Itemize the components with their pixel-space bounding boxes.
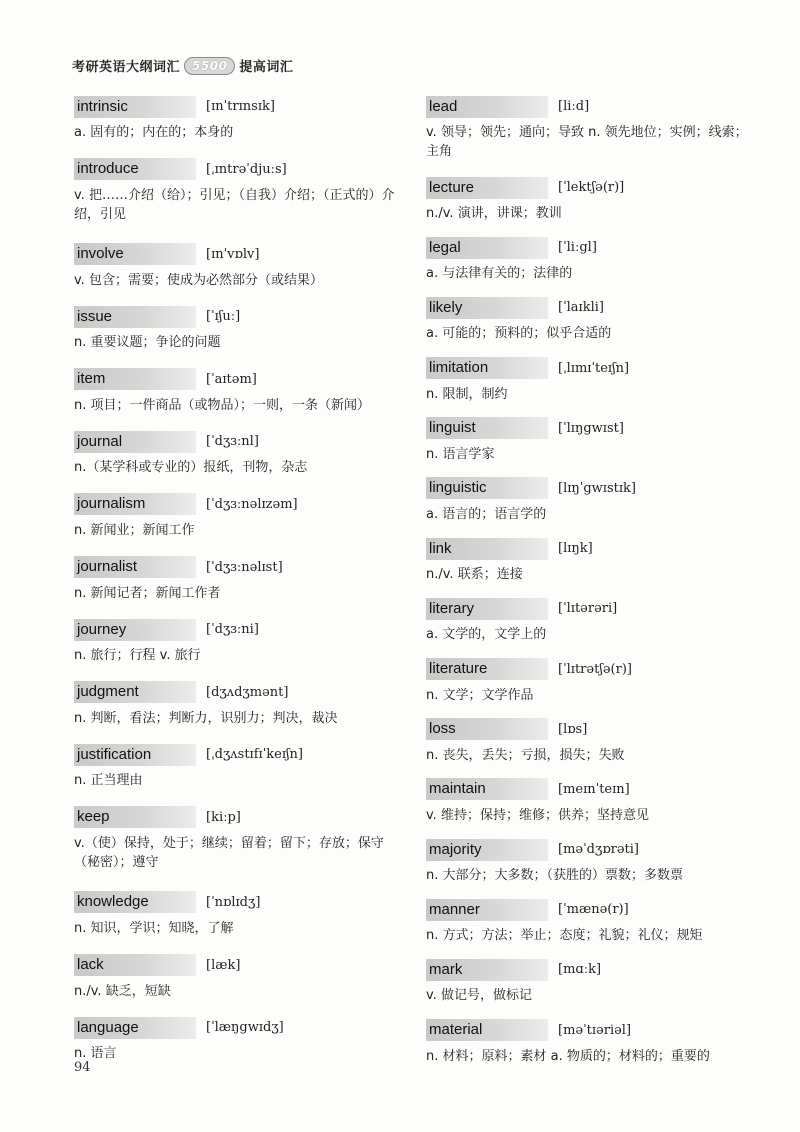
phonetic: [kiːp] [206,809,241,825]
phonetic: [ˈlɪtərəri] [558,601,618,617]
headword: introduce [74,158,196,180]
headword-row [426,957,756,982]
vocab-entry [426,536,756,596]
definition: n. 旅行；行程 v. 旅行 [74,648,201,664]
headword-row [426,416,756,441]
headword: journey [74,619,196,641]
phonetic: [ˌɪntrəˈdjuːs] [206,161,287,177]
definition: n./v. 联系；连接 [426,567,523,583]
vocab-entry [74,890,404,953]
headword: involve [74,243,196,265]
phonetic: [ˈlæŋgwɪdʒ] [206,1020,284,1036]
definition: a. 文学的，文学上的 [426,627,547,643]
headword: judgment [74,681,196,703]
headword-row [74,680,404,705]
headword: language [74,1017,196,1039]
definition: n.（某学科或专业的）报纸，刊物，杂志 [74,460,308,476]
headword-row [426,175,756,200]
headword: linguistic [426,477,548,499]
header-title-left: 考研英语大纲词汇 [72,60,181,75]
vocab-entry [426,957,756,1017]
headword: lack [74,954,196,976]
definition: n. 大部分；大多数；（获胜的）票数；多数票 [426,868,684,884]
headword-row [74,492,404,517]
definition: n. 语言学家 [426,446,495,462]
definition: n./v. 缺乏，短缺 [74,983,171,999]
headword: literature [426,658,548,680]
headword-row [74,742,404,767]
definition: n. 文学；文学作品 [426,687,534,703]
headword: material [426,1019,548,1041]
definition: n. 项目；一件商品（或物品）；一则，一条（新闻） [74,397,371,413]
headword-row [426,657,756,682]
headword: maintain [426,778,548,800]
definition: a. 语言的；语言学的 [426,506,547,522]
definition: n. 重要议题；争论的问题 [74,335,221,351]
phonetic: [ˈaɪtəm] [206,371,257,387]
vocab-entry [74,242,404,305]
headword: issue [74,306,196,328]
headword-row [74,367,404,392]
vocab-entry [74,367,404,430]
vocab-entry [426,235,756,295]
headword: legal [426,237,548,259]
phonetic: [lɪŋˈgwɪstɪk] [558,480,636,496]
right-column [426,94,756,1078]
page-header [72,56,293,75]
vocab-entry [74,617,404,680]
headword-row [74,304,404,329]
definition: a. 固有的；内在的；本身的 [74,125,234,140]
definition: n. 判断，看法；判断力，识别力；判决，裁决 [74,710,338,726]
headword: limitation [426,357,548,379]
headword-row [426,596,756,621]
vocab-entry [74,157,404,242]
vocab-entry [426,94,756,175]
definition: n./v. 演讲，讲课；教训 [426,206,562,221]
phonetic: [ˈliːgl] [558,240,597,256]
definition: n. 知识，学识；知晓，了解 [74,920,234,936]
definition: n. 新闻记者；新闻工作者 [74,585,221,601]
headword-row [426,1018,756,1043]
headword: justification [74,744,196,766]
phonetic: [ˌlɪmɪˈteɪʃn] [558,360,630,376]
vocab-entry [426,777,756,837]
definition: v. 领导；领先；通向；导致 n. 领先地位；实例；线索；主角 [426,125,748,159]
vocab-entry [74,680,404,743]
word-count-badge: 5500 [184,57,235,75]
definition: n. 丧失，丢失；亏损，损失；失败 [426,747,625,763]
phonetic: [ˈmænə(r)] [558,902,629,918]
headword-row [74,890,404,915]
headword: link [426,538,548,560]
phonetic: [læk] [206,957,241,973]
vocab-entry [74,1015,404,1078]
headword: knowledge [74,891,196,913]
phonetic: [məˈtɪəriəl] [558,1022,632,1038]
headword-row [74,805,404,830]
headword: lead [426,96,548,118]
phonetic: [ˈlɪŋgwɪst] [558,420,624,436]
definition: n. 限制，制约 [426,386,508,402]
vocab-entry [74,94,404,157]
definition: v. 维持；保持；维修；供养；坚持意见 [426,807,649,823]
phonetic: [ˈdʒɜːnl] [206,434,259,450]
headword-row [426,777,756,802]
headword-row [426,536,756,561]
headword-row [74,953,404,978]
headword-row [426,356,756,381]
vocab-entry [74,555,404,618]
vocab-entry [426,416,756,476]
headword-row [74,157,404,182]
left-column [74,94,404,1078]
headword: item [74,368,196,390]
vocab-entry [74,953,404,1016]
headword-row [426,235,756,260]
definition: v. 把……介绍（给）；引见；（自我）介绍；（正式的）介绍，引见 [74,187,395,222]
definition: n. 语言 [74,1046,117,1062]
vocab-entry [426,837,756,897]
definition: n. 方式；方法；举止；态度；礼貌；礼仪；规矩 [426,928,703,944]
headword: keep [74,806,196,828]
phonetic: [ˈlɪtrətʃə(r)] [558,661,632,677]
headword-row [426,897,756,922]
headword-row [426,94,756,119]
vocab-entry [426,356,756,416]
phonetic: [ˈdʒɜːni] [206,622,259,638]
headword-row [74,242,404,267]
phonetic: [lɒs] [558,721,588,737]
definition: n. 材料；原料；素材 a. 物质的；材料的；重要的 [426,1048,710,1064]
page-number: 94 [74,1060,91,1075]
phonetic: [ˈɪʃuː] [206,309,241,325]
headword: loss [426,718,548,740]
header-title-right: 提高词汇 [239,60,294,75]
vocab-entry [426,1018,756,1078]
headword-row [426,295,756,320]
definition: a. 与法律有关的；法律的 [426,266,573,282]
headword: journalist [74,556,196,578]
headword-row [74,555,404,580]
definition: v.（使）保持，处于；继续；留着；留下；存放；保守（秘密）；遵守 [74,835,384,870]
vocab-entry [74,429,404,492]
headword: linguist [426,417,548,439]
vocab-entry [426,295,756,355]
phonetic: [ɪnˈvɒlv] [206,246,260,262]
phonetic: [ˈdʒɜːnəlɪzəm] [206,496,298,512]
phonetic: [mɑːk] [558,962,602,978]
vocab-entry [74,742,404,805]
headword-row [74,94,404,119]
headword-row [426,837,756,862]
phonetic: [ˈlektʃə(r)] [558,180,625,195]
definition: v. 包含；需要；使成为必然部分（或结果） [74,272,323,288]
vocab-entry [426,175,756,235]
headword-row [74,617,404,642]
phonetic: [ˈnɒlɪdʒ] [206,894,261,910]
vocab-entry [426,596,756,656]
headword: mark [426,959,548,981]
definition: v. 做记号，做标记 [426,988,532,1004]
headword: journal [74,431,196,453]
phonetic: [lɪŋk] [558,541,593,557]
headword-row [426,476,756,501]
headword: literary [426,598,548,620]
vocab-entry [74,304,404,367]
headword: intrinsic [74,96,196,118]
phonetic: [meɪnˈteɪn] [558,781,630,797]
headword: journalism [74,493,196,515]
definition: n. 正当理由 [74,773,143,789]
vocab-entry [426,657,756,717]
vocab-entry [74,492,404,555]
headword: likely [426,297,548,319]
definition: n. 新闻业；新闻工作 [74,522,195,538]
definition: a. 可能的；预料的；似乎合适的 [426,326,612,342]
headword-row [74,429,404,454]
phonetic: [ˈlaɪkli] [558,300,604,316]
headword: lecture [426,177,548,199]
phonetic: [liːd] [558,99,590,114]
phonetic: [ˌdʒʌstɪfɪˈkeɪʃn] [206,747,303,763]
vocab-entry [426,717,756,777]
headword: manner [426,899,548,921]
phonetic: [dʒʌdʒmənt] [206,684,289,700]
phonetic: [ɪnˈtrɪnsɪk] [206,99,275,114]
headword: majority [426,839,548,861]
phonetic: [məˈdʒɒrəti] [558,842,640,858]
headword-row [74,1015,404,1040]
headword-row [426,717,756,742]
vocab-entry [426,476,756,536]
vocab-entry [74,805,404,890]
vocab-entry [426,897,756,957]
phonetic: [ˈdʒɜːnəlɪst] [206,559,283,575]
